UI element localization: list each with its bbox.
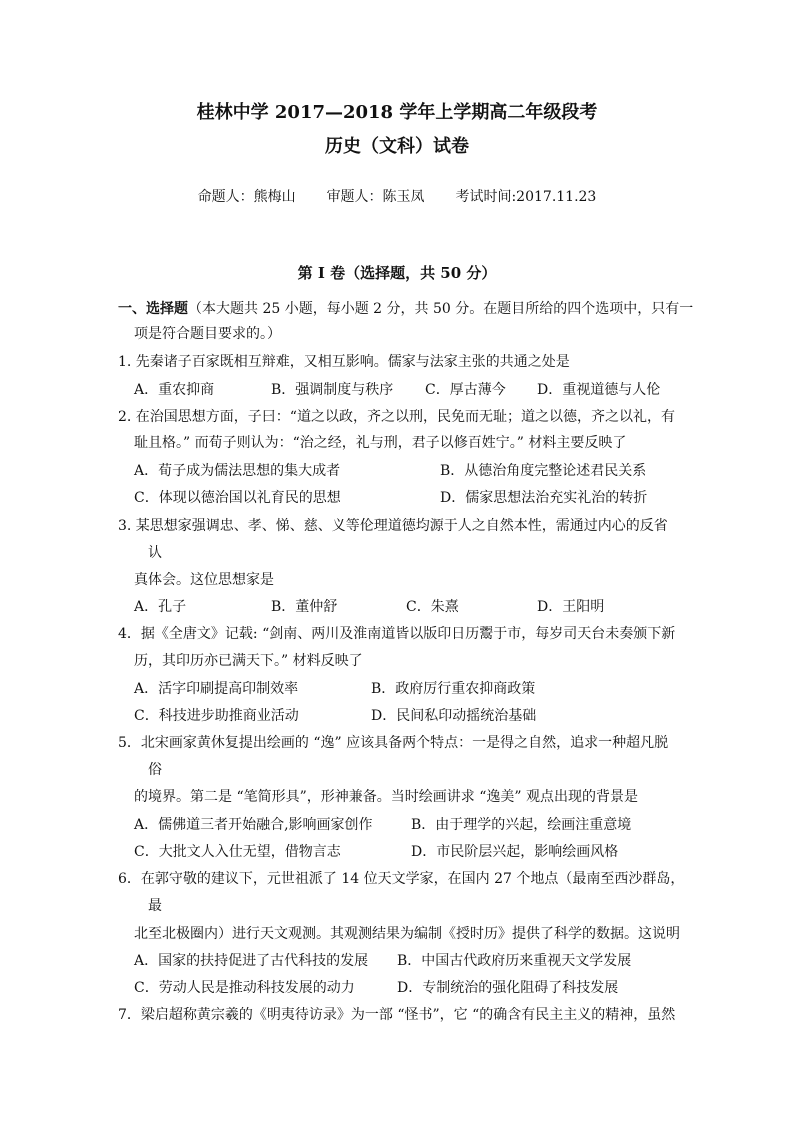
option-d: D．市民阶层兴起，影响绘画风格 — [411, 844, 619, 860]
option-a: A．活字印刷提高印制效率 — [134, 681, 299, 697]
option-c: C．朱熹 — [406, 599, 459, 615]
question-stem-cont: 俗 — [148, 762, 162, 778]
question-stem: 1. 先秦诸子百家既相互辩难，又相互影响。儒家与法家主张的共通之处是 — [118, 354, 570, 370]
question-stem-cont: 北至北极圈内）进行天文观测。其观测结果为编制《授时历》提供了科学的数据。这说明 — [134, 926, 680, 942]
option-b: B．中国古代政府历来重视天文学发展 — [397, 953, 632, 969]
option-c: C．体现以德治国以礼育民的思想 — [134, 490, 341, 506]
question-stem-cont: 认 — [148, 545, 162, 561]
option-b: B．董仲舒 — [271, 599, 338, 615]
question-stem-cont: 最 — [148, 898, 162, 914]
option-a: A．荀子成为儒法思想的集大成者 — [134, 463, 341, 479]
option-c: C．大批文人入仕无望，借物言志 — [134, 844, 341, 860]
section1-intro — [118, 300, 693, 318]
question-stem: 5．北宋画家黄休复提出绘画的 “逸” 应该具备两个特点：一是得之自然，追求一种超凡脱 — [118, 735, 669, 751]
option-b: B．政府厉行重农抑商政策 — [371, 681, 536, 697]
question-stem-cont: 的境界。第二是 “笔简形具”，形神兼备。当时绘画讲求 “逸美” 观点出现的背景是 — [134, 789, 638, 805]
exam-meta — [0, 186, 794, 206]
question-stem: 6．在郭守敬的建议下，元世祖派了 14 位天文学家，在国内 27 个地点（最南至西沙群岛， — [118, 871, 685, 887]
question-stem: 3. 某思想家强调忠、孝、悌、慈、义等伦理道德均源于人之自然本性，需通过内心的反省 — [118, 518, 668, 534]
question-stem: 4．据《全唐文》记载: “剑南、两川及淮南道皆以版印日历鬻于市，每岁司天台未奏颁下新 — [118, 626, 676, 642]
option-c: C．科技进步助推商业活动 — [134, 708, 299, 724]
option-d: D．专制统治的强化阻碍了科技发展 — [397, 980, 619, 996]
option-b: B．由于理学的兴起，绘画注重意境 — [411, 817, 632, 833]
question-stem-cont: 历，其印历亦已满天下。” 材料反映了 — [134, 653, 363, 669]
exam-subtitle: 历史（文科）试卷 — [325, 136, 469, 157]
setter: 命题人：熊梅山 — [197, 189, 296, 205]
option-a: A．国家的扶持促进了古代科技的发展 — [134, 953, 369, 969]
section1-intro-line1: （本大题共 25 小题，每小题 2 分，共 50 分。在题目所给的四个选项中，只有一 — [188, 301, 694, 317]
option-c: C．厚古薄今 — [425, 382, 506, 398]
option-d: D．重视道德与人伦 — [537, 382, 661, 398]
question-stem: 2. 在治国思想方面，子曰：“道之以政，齐之以刑，民免而无耻；道之以德，齐之以礼，有 — [118, 409, 675, 425]
exam-time: 考试时间:2017.11.23 — [455, 189, 597, 205]
option-b: B．从德治角度完整论述君民关系 — [440, 463, 647, 479]
question-stem: 7．梁启超称黄宗羲的《明夷待访录》为一部 “怪书”，它 “的确含有民主主义的精神，虽然 — [118, 1007, 676, 1023]
section1-intro-line2: 项是符合题目要求的。） — [134, 326, 281, 342]
option-a: A．儒佛道三者开始融合,影响画家创作 — [134, 817, 373, 833]
reviewer: 审题人：陈玉凤 — [326, 189, 425, 205]
option-d: D．儒家思想法治充实礼治的转折 — [440, 490, 648, 506]
question-stem-cont: 真体会。这位思想家是 — [134, 572, 274, 588]
option-d: D．王阳明 — [537, 599, 605, 615]
part1-title: 第 I 卷（选择题，共 50 分） — [297, 264, 497, 282]
option-a: A．孔子 — [134, 599, 187, 615]
question-stem-cont: 耻且格。” 而荀子则认为：“治之经，礼与刑，君子以修百姓宁。” 材料主要反映了 — [134, 435, 627, 451]
option-b: B．强调制度与秩序 — [271, 382, 394, 398]
section1-label: 一、选择题 — [118, 301, 188, 317]
option-a: A．重农抑商 — [134, 382, 215, 398]
option-d: D．民间私印动摇统治基础 — [371, 708, 537, 724]
option-c: C．劳动人民是推动科技发展的动力 — [134, 980, 355, 996]
exam-title: 桂林中学 2017—2018 学年上学期高二年级段考 — [196, 102, 598, 123]
